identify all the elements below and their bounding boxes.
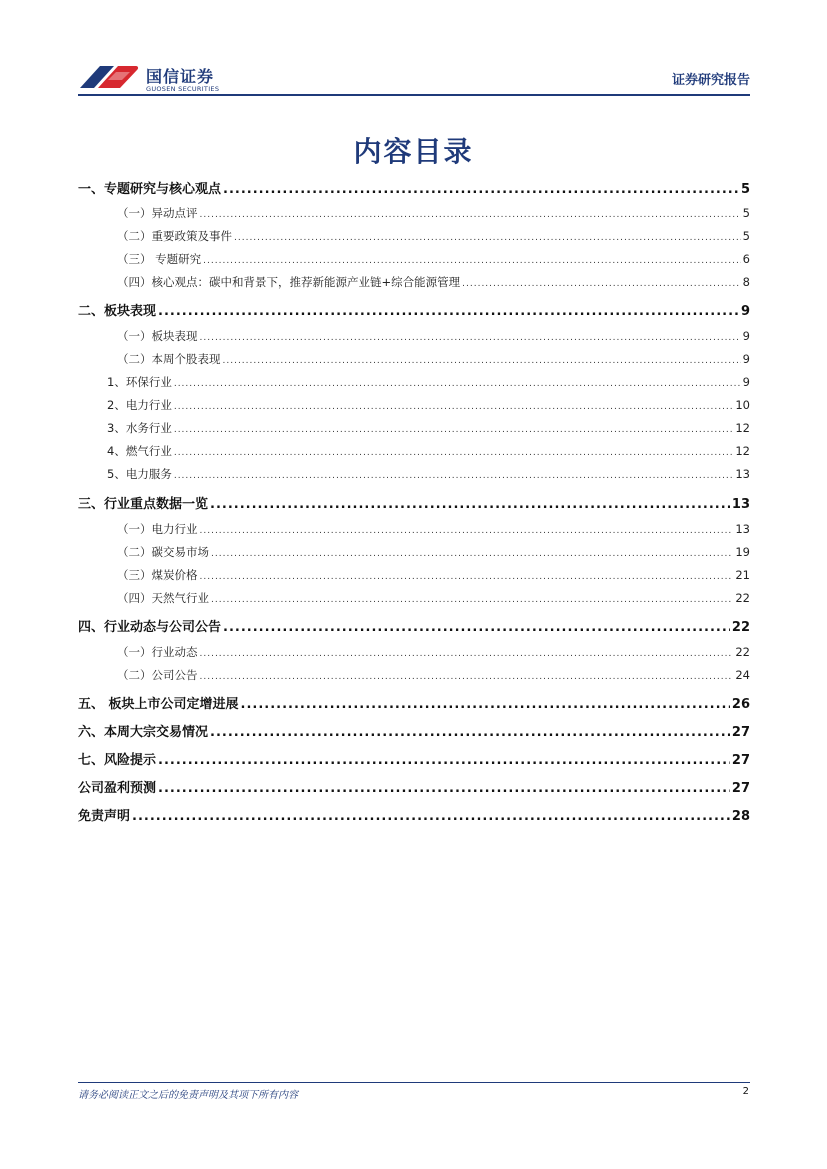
toc-entry-label: （一）异动点评 [117,206,198,220]
toc-entry-page: 13 [735,522,750,536]
toc-entry[interactable] [117,205,750,221]
toc-entry-label: （二）碳交易市场 [117,545,209,559]
toc-entry[interactable] [117,644,750,660]
toc-entry-page: 9 [740,304,750,319]
toc-entry-page: 27 [731,753,750,768]
toc-entry[interactable] [107,420,750,436]
toc-dot-leader [174,448,734,458]
toc-entry-label: 1、环保行业 [107,375,172,389]
toc-dot-leader [200,210,741,220]
toc-entry-label: （三） 专题研究 [117,252,202,266]
toc-entry-label: （一）板块表现 [117,329,198,343]
toc-dot-leader [174,379,741,389]
toc-entry-page: 24 [735,668,750,682]
toc-dot-leader [223,182,739,197]
report-type-label: 证券研究报告 [671,73,750,88]
toc-entry[interactable] [78,805,750,824]
toc-entry[interactable] [107,374,750,390]
toc-entry-page: 9 [742,375,750,389]
toc-entry-label: （四）天然气行业 [117,591,209,605]
toc-entry-page: 9 [742,329,750,343]
toc-entry[interactable] [78,493,750,512]
toc-entry[interactable] [117,228,750,244]
toc-entry[interactable] [107,443,750,459]
toc-entry[interactable] [78,777,750,796]
toc-entry-label: 五、 板块上市公司定增进展 [78,697,239,712]
toc-entry[interactable] [117,351,750,367]
toc-entry[interactable] [117,667,750,683]
toc-entry[interactable] [78,178,750,197]
toc-entry-page: 9 [742,352,750,366]
toc-entry-label: 七、风险提示 [78,753,157,768]
toc-entry-label: 二、板块表现 [78,304,157,319]
footer-disclaimer: 请务必阅读正文之后的免责声明及其项下所有内容 [78,1090,298,1101]
toc-entry[interactable] [117,251,750,267]
toc-entry[interactable] [78,693,750,712]
header-divider [78,94,750,96]
toc-dot-leader [462,279,741,289]
toc-dot-leader [132,809,730,824]
toc-dot-leader [200,572,734,582]
toc-entry[interactable] [78,616,750,635]
guosen-logo-icon [78,58,140,94]
toc-entry-label: 四、行业动态与公司公告 [78,620,222,635]
toc-entry-label: （三）煤炭价格 [117,568,198,582]
toc-entry-page: 8 [742,275,750,289]
toc-entry-label: 免责声明 [78,809,131,824]
toc-entry-page: 12 [735,444,750,458]
footer-divider [78,1082,750,1083]
toc-entry[interactable] [78,721,750,740]
toc-entry-page: 5 [742,229,750,243]
toc-dot-leader [234,233,741,243]
toc-entry[interactable] [117,328,750,344]
toc-dot-leader [200,333,741,343]
toc-entry-page: 13 [731,497,750,512]
toc-entry-label: （二）本周个股表现 [117,352,221,366]
toc-entry-page: 22 [735,591,750,605]
toc-dot-leader [223,620,730,635]
toc-entry[interactable] [117,274,750,290]
toc-entry-page: 28 [731,809,750,824]
toc-entry-label: 一、专题研究与核心观点 [78,182,222,197]
toc-dot-leader [174,471,734,481]
toc-entry-page: 27 [731,725,750,740]
toc-dot-leader [210,497,730,512]
toc-entry-page: 12 [735,421,750,435]
toc-dot-leader [200,526,734,536]
toc-dot-leader [211,595,733,605]
toc-title: 内容目录 [353,135,474,168]
toc-dot-leader [174,425,734,435]
toc-entry[interactable] [78,300,750,319]
toc-entry-page: 22 [731,620,750,635]
toc-dot-leader [203,256,741,266]
toc-entry[interactable] [107,466,750,482]
toc-entry-label: 3、水务行业 [107,421,172,435]
toc-entry-label: 六、本周大宗交易情况 [78,725,209,740]
guosen-logo [78,58,228,94]
toc-dot-leader [174,402,734,412]
toc-dot-leader [211,549,733,559]
toc-entry-page: 19 [735,545,750,559]
toc-entry-page: 5 [740,182,750,197]
toc-entry-label: （四）核心观点：碳中和背景下，推荐新能源产业链+综合能源管理 [117,275,461,289]
toc-dot-leader [158,781,730,796]
toc-entry-label: 公司盈利预测 [78,781,157,796]
toc-entry-label: （二）公司公告 [117,668,198,682]
toc-entry-label: （二）重要政策及事件 [117,229,232,243]
toc-entry-label: （一）行业动态 [117,645,198,659]
toc-dot-leader [158,304,739,319]
logo-text-cn: 国信证券 [146,67,215,86]
toc-entry-page: 6 [742,252,750,266]
toc-entry-page: 5 [742,206,750,220]
toc-entry-label: 三、行业重点数据一览 [78,497,209,512]
logo-text-en: GUOSEN SECURITIES [146,85,220,93]
toc-entry-page: 13 [735,467,750,481]
toc-entry-label: 5、电力服务 [107,467,172,481]
page-number: 2 [742,1086,749,1097]
toc-dot-leader [158,753,730,768]
toc-entry[interactable] [117,567,750,583]
toc-entry-label: 4、燃气行业 [107,444,172,458]
toc-entry-label: 2、电力行业 [107,398,172,412]
toc-entry-page: 21 [735,568,750,582]
toc-entry-page: 27 [731,781,750,796]
toc-entry[interactable] [117,521,750,537]
toc-dot-leader [200,672,734,682]
toc-entry[interactable] [117,544,750,560]
toc-dot-leader [223,356,741,366]
toc-entry-label: （一）电力行业 [117,522,198,536]
report-header [78,56,750,96]
toc-dot-leader [241,697,730,712]
toc-entry[interactable] [78,749,750,768]
toc-entry-page: 22 [735,645,750,659]
toc-dot-leader [210,725,730,740]
toc-entry-page: 26 [731,697,750,712]
toc-entry-page: 10 [735,398,750,412]
toc-entry[interactable] [107,397,750,413]
toc-entry[interactable] [117,590,750,606]
toc-dot-leader [200,649,734,659]
